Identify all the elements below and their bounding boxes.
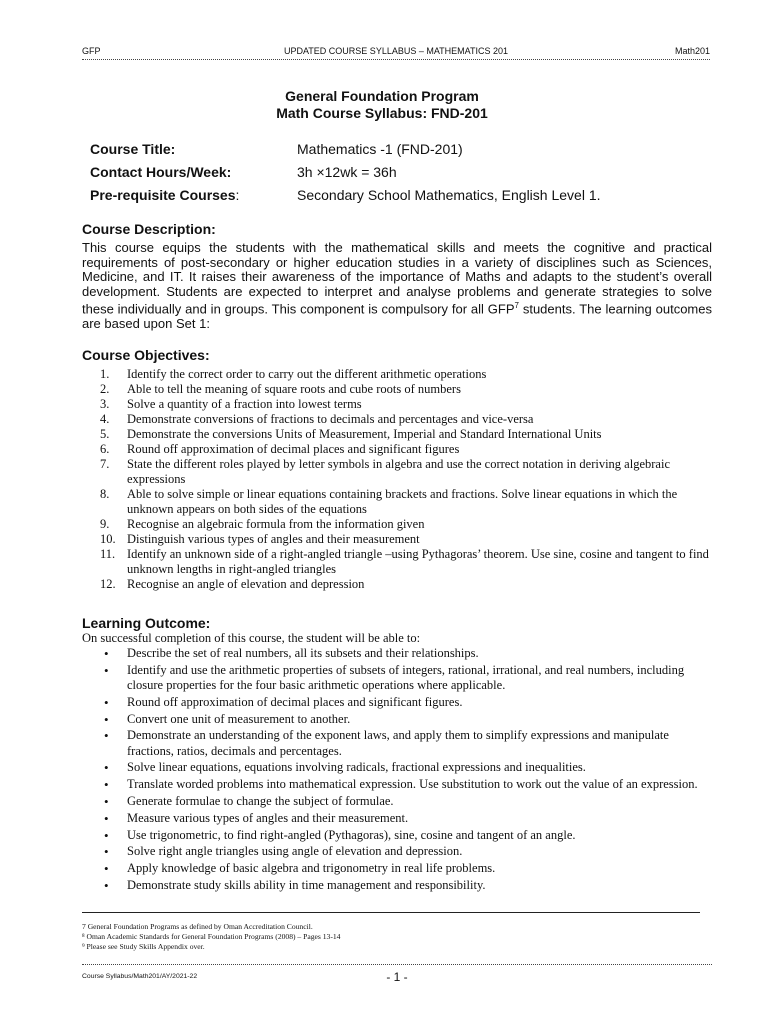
objective-text: Demonstrate the conversions Units of Measurement, Imperial and Standard International Units bbox=[127, 427, 602, 441]
outcome-item bbox=[104, 861, 714, 876]
objective-text: Identify an unknown side of a right-angled triangle –using Pythagoras’ theorem. Use sine, cosine and tangent to find unknown lengths in right-angled triangles bbox=[127, 547, 709, 576]
outcome-text: Convert one unit of measurement to another. bbox=[127, 711, 351, 726]
learning-outcome-heading: Learning Outcome: bbox=[82, 615, 211, 631]
outcome-text: Identify and use the arithmetic properties of subsets of integers, rational, irrational, and real numbers, including closure properties for the four basic arithmetic operations where applicable. bbox=[127, 662, 685, 692]
course-description-text bbox=[82, 241, 712, 331]
bullet-icon: • bbox=[104, 777, 109, 793]
footnote-item: ⁸ Oman Academic Standards for General Foundation Programs (2008) – Pages 13-14 bbox=[82, 931, 341, 941]
title-line-2: Math Course Syllabus: FND-201 bbox=[276, 105, 488, 121]
prerequisite-value: Secondary School Mathematics, English Level 1. bbox=[297, 186, 601, 203]
outcome-text: Solve linear equations, equations involving radicals, fractional expressions and inequalities. bbox=[127, 760, 586, 775]
description-footnote-ref: 7 bbox=[514, 301, 519, 310]
bullet-icon: • bbox=[104, 793, 109, 809]
objective-number: 8. bbox=[100, 487, 110, 501]
objective-item bbox=[100, 532, 710, 547]
outcome-text: Round off approximation of decimal places and significant figures. bbox=[127, 694, 463, 709]
prerequisite-colon: : bbox=[235, 186, 240, 203]
objective-item bbox=[100, 487, 710, 517]
outcome-item bbox=[104, 878, 714, 893]
objective-text: Recognise an angle of elevation and depression bbox=[127, 577, 365, 591]
description-body: This course equips the students with the mathematical skills and meets the cognitive and practical requirements of post-secondary or higher education studies in a variety of disciplines such as Sciences, Medicine, and IT. It raises their awareness of the importance of Maths and adapts to the student’s overall development. Students are expected to interpret and analyse problems and generate strategies to solve these individually and in groups. This component is compulsory for all GFP bbox=[82, 240, 712, 317]
objective-item bbox=[100, 397, 710, 412]
outcome-text: Use trigonometric, to find right-angled (Pythagoras), sine, cosine and tangent of an angle. bbox=[127, 827, 576, 842]
course-objectives-heading: Course Objectives: bbox=[82, 347, 210, 363]
prerequisite-row bbox=[90, 183, 710, 206]
outcome-item bbox=[104, 777, 714, 792]
objective-item bbox=[100, 367, 710, 382]
objective-number: 3. bbox=[100, 397, 110, 411]
outcome-text: Measure various types of angles and their measurement. bbox=[127, 810, 409, 825]
objective-item bbox=[100, 382, 710, 397]
course-description-heading: Course Description: bbox=[82, 221, 216, 237]
page-number: - 1 - bbox=[386, 970, 408, 984]
contact-hours-row bbox=[90, 160, 710, 183]
contact-hours-value: 3h ×12wk = 36h bbox=[297, 163, 397, 180]
contact-hours-label: Contact Hours/Week: bbox=[90, 163, 232, 180]
objective-item bbox=[100, 412, 710, 427]
objective-item bbox=[100, 427, 710, 442]
objective-number: 2. bbox=[100, 382, 110, 396]
objective-number: 11. bbox=[100, 547, 116, 561]
outcome-text: Translate worded problems into mathematical expression. Use substitution to work out the value of an expression. bbox=[127, 777, 698, 792]
outcome-item bbox=[104, 646, 714, 661]
bullet-icon: • bbox=[104, 694, 109, 710]
outcome-item bbox=[104, 828, 714, 843]
objective-number: 6. bbox=[100, 442, 110, 456]
objective-text: Solve a quantity of a fraction into lowest terms bbox=[127, 397, 362, 411]
outcome-item bbox=[104, 695, 714, 710]
objective-item bbox=[100, 457, 710, 487]
header-left: GFP bbox=[82, 46, 101, 56]
outcome-item bbox=[104, 663, 714, 693]
course-objectives-list bbox=[100, 367, 710, 592]
course-title-row bbox=[90, 137, 710, 160]
outcome-item bbox=[104, 811, 714, 826]
bullet-icon: • bbox=[104, 728, 109, 744]
footnote-divider bbox=[82, 912, 700, 913]
title-line-1: General Foundation Program bbox=[285, 88, 479, 104]
objective-number: 12. bbox=[100, 577, 116, 591]
footnote-item: ⁹ Please see Study Skills Appendix over. bbox=[82, 941, 205, 951]
objective-text: Able to tell the meaning of square roots and cube roots of numbers bbox=[127, 382, 461, 396]
bullet-icon: • bbox=[104, 760, 109, 776]
header-right: Math201 bbox=[674, 46, 710, 56]
bullet-icon: • bbox=[104, 861, 109, 877]
objective-number: 7. bbox=[100, 457, 110, 471]
objective-item bbox=[100, 517, 710, 532]
course-title-label: Course Title: bbox=[90, 140, 176, 157]
footnote-item: 7 General Foundation Programs as defined by Oman Accreditation Council. bbox=[82, 922, 313, 931]
bullet-icon: • bbox=[104, 844, 109, 860]
objective-text: Demonstrate conversions of fractions to decimals and percentages and vice-versa bbox=[127, 412, 534, 426]
course-info bbox=[90, 137, 710, 206]
objective-item bbox=[100, 442, 710, 457]
objective-number: 4. bbox=[100, 412, 110, 426]
bullet-icon: • bbox=[104, 646, 109, 661]
outcome-item bbox=[104, 712, 714, 727]
outcome-item bbox=[104, 760, 714, 775]
learning-outcome-intro: On successful completion of this course, the student will be able to: bbox=[82, 631, 421, 645]
header-center: UPDATED COURSE SYLLABUS – MATHEMATICS 201 bbox=[283, 46, 509, 56]
outcome-text: Solve right angle triangles using angle of elevation and depression. bbox=[127, 844, 463, 859]
outcome-text: Apply knowledge of basic algebra and trigonometry in real life problems. bbox=[127, 861, 496, 876]
objective-text: Able to solve simple or linear equations containing brackets and fractions. Solve linear equations in which the unknown appears on both sides of the equations bbox=[127, 487, 678, 516]
objective-number: 9. bbox=[100, 517, 110, 531]
footnotes bbox=[82, 922, 702, 951]
prerequisite-label: Pre-requisite Courses bbox=[90, 186, 236, 203]
footer-divider bbox=[82, 964, 712, 965]
objective-text: Round off approximation of decimal places and significant figures bbox=[127, 442, 460, 456]
objective-text: Distinguish various types of angles and their measurement bbox=[127, 532, 420, 546]
prerequisite-label-wrap bbox=[90, 187, 297, 203]
bullet-icon: • bbox=[104, 711, 109, 727]
bullet-icon: • bbox=[104, 877, 109, 893]
objective-number: 1. bbox=[100, 367, 110, 381]
objective-text: Identify the correct order to carry out the different arithmetic operations bbox=[127, 367, 487, 381]
page-header bbox=[82, 42, 710, 60]
learning-outcome-list bbox=[104, 646, 714, 895]
course-title-value: Mathematics -1 (FND-201) bbox=[297, 140, 463, 157]
outcome-text: Generate formulae to change the subject of formulae. bbox=[127, 793, 394, 808]
outcome-item bbox=[104, 728, 714, 758]
description-tail: students. The learning outcomes are based upon Set 1: bbox=[82, 301, 712, 331]
objective-number: 10. bbox=[100, 532, 116, 546]
outcome-text: Demonstrate study skills ability in time management and responsibility. bbox=[127, 877, 486, 892]
outcome-text: Demonstrate an understanding of the exponent laws, and apply them to simplify expressions and manipulate fractions, ratios, decimals and percentages. bbox=[127, 728, 669, 758]
page-footer bbox=[82, 970, 712, 984]
outcome-text: Describe the set of real numbers, all its subsets and their relationships. bbox=[127, 646, 479, 660]
objective-text: State the different roles played by letter symbols in algebra and use the correct notation in deriving algebraic expressions bbox=[127, 457, 670, 486]
bullet-icon: • bbox=[104, 662, 109, 678]
document-title bbox=[82, 88, 682, 122]
objective-number: 5. bbox=[100, 427, 110, 441]
objective-item bbox=[100, 577, 710, 592]
bullet-icon: • bbox=[104, 827, 109, 843]
footer-left: Course Syllabus/Math201/AY/2021-22 bbox=[82, 973, 198, 980]
outcome-item bbox=[104, 794, 714, 809]
bullet-icon: • bbox=[104, 810, 109, 826]
objective-text: Recognise an algebraic formula from the information given bbox=[127, 517, 425, 531]
outcome-item bbox=[104, 844, 714, 859]
objective-item bbox=[100, 547, 710, 577]
